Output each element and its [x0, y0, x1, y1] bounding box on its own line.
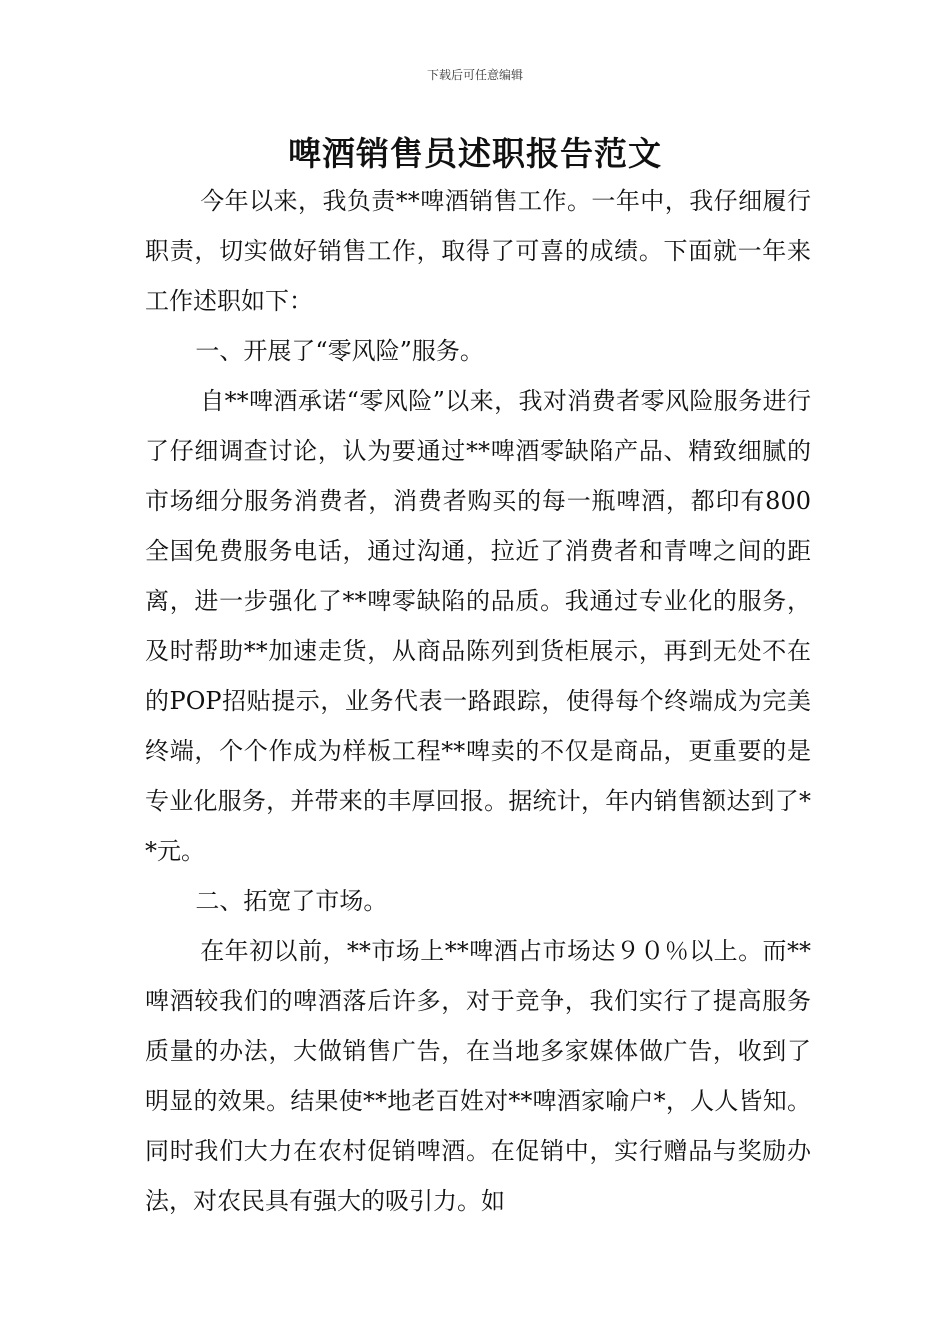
section-heading-1: 一、开展了“零风险”服务。: [195, 337, 484, 365]
document-title: 啤酒销售员述职报告范文: [288, 134, 662, 173]
document-body: [145, 176, 811, 1226]
paragraph-section-1: 自**啤酒承诺“零风险”以来，我对消费者零风险服务进行了仔细调查讨论，认为要通过**啤酒零缺陷产品、精致细腻的市场细分服务消费者，消费者购买的每一瓶啤酒，都印有800全国免费服务电话，通过沟通，拉近了消费者和青啤之间的距离，进一步强化了**啤零缺陷的品质。我通过专业化的服务，及时帮助**加速走货，从商品陈列到货柜展示，再到无处不在的POP招贴提示，业务代表一路跟踪，使得每个终端成为完美终端，个个作成为样板工程**啤卖的不仅是商品，更重要的是专业化服务，并带来的丰厚回报。据统计，年内销售额达到了**元。: [145, 387, 811, 865]
page-header-note: 下载后可任意编辑: [426, 68, 523, 82]
paragraph-intro: 今年以来，我负责**啤酒销售工作。一年中，我仔细履行职责，切实做好销售工作，取得了可喜的成绩。下面就一年来工作述职如下：: [145, 187, 811, 315]
paragraph-section-2: 在年初以前，**市场上**啤酒占市场达９０％以上。而**啤酒较我们的啤酒落后许多，对于竞争，我们实行了提高服务质量的办法，大做销售广告，在当地多家媒体做广告，收到了明显的效果。结果使**地老百姓对**啤酒家喻户*，人人皆知。同时我们大力在农村促销啤酒。在促销中，实行赠品与奖励办法，对农民具有强大的吸引力。如: [145, 937, 811, 1215]
section-heading-2: 二、拓宽了市场。: [195, 887, 388, 915]
